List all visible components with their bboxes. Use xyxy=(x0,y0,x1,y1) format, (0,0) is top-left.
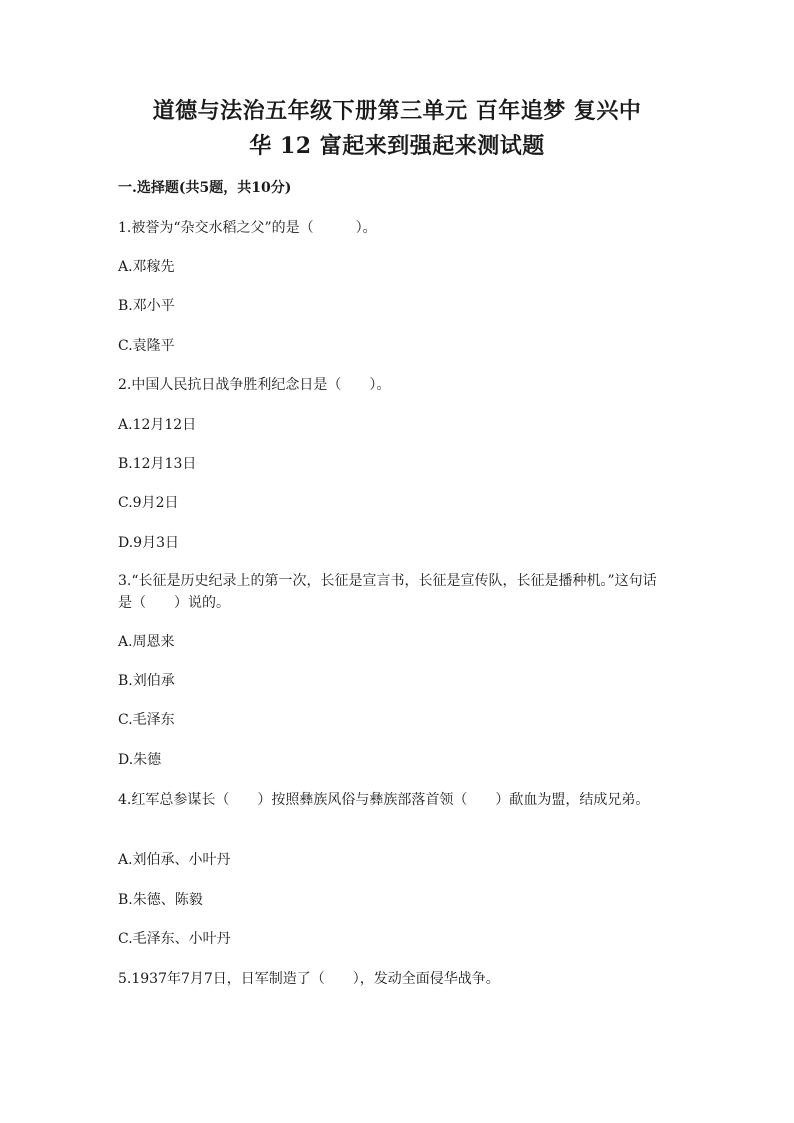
question-3-stem: 3.“长征是历史纪录上的第一次，长征是宣言书，长征是宣传队，长征是播种机。”这句话是（ ）说的。 xyxy=(118,573,657,611)
question-3-option-c: C.毛泽东 xyxy=(118,712,175,728)
question-1-option-a: A.邓稼先 xyxy=(118,259,175,275)
question-3-option-a: A.周恩来 xyxy=(118,634,175,650)
question-2-option-c: C.9月2日 xyxy=(118,495,179,511)
question-1-option-b: B.邓小平 xyxy=(118,298,175,314)
question-4-stem: 4.红军总参谋长（ ）按照彝族风俗与彝族部落首领（ ）歃血为盟，结成兄弟。 xyxy=(118,792,650,808)
question-1-option-c: C.袁隆平 xyxy=(118,338,175,354)
question-4-option-c: C.毛泽东、小叶丹 xyxy=(118,931,231,947)
question-2-option-d: D.9月3日 xyxy=(118,535,179,551)
question-3-option-d: D.朱德 xyxy=(118,752,162,768)
question-2-option-a: A.12月12日 xyxy=(118,417,197,433)
question-4-option-b: B.朱德、陈毅 xyxy=(118,892,203,908)
section-heading: 一.选择题(共5题，共10分) xyxy=(118,180,292,196)
question-2-option-b: B.12月13日 xyxy=(118,456,197,472)
question-2-stem: 2.中国人民抗日战争胜利纪念日是（ ）。 xyxy=(118,377,391,393)
question-1-stem: 1.被誉为“杂交水稻之父”的是（ ）。 xyxy=(118,220,377,236)
document-title-line-1: 道德与法治五年级下册第三单元 百年追梦 复兴中 xyxy=(152,98,642,124)
question-4-option-a: A.刘伯承、小叶丹 xyxy=(118,852,231,868)
document-title-line-2: 华 12 富起来到强起来测试题 xyxy=(249,133,545,159)
question-3-option-b: B.刘伯承 xyxy=(118,673,175,689)
question-5-stem: 5.1937年7月7日，日军制造了（ ），发动全面侵华战争。 xyxy=(118,971,500,987)
